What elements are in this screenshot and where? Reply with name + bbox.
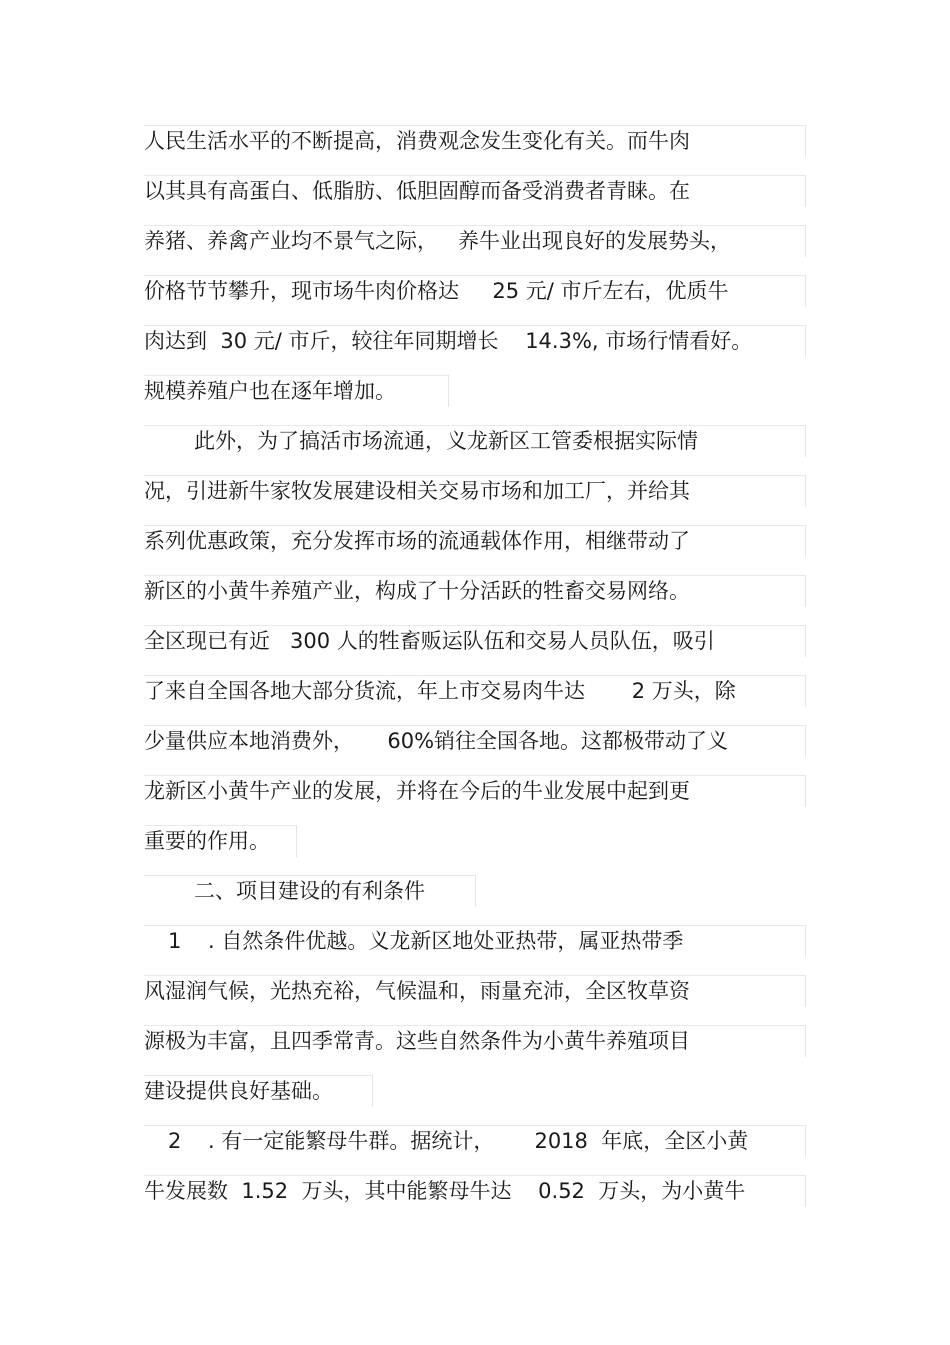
text-line: 新区的小黄牛养殖产业，构成了十分活跃的牲畜交易网络。 <box>144 575 806 607</box>
text-line: 规模养殖户也在逐年增加。 <box>144 375 449 407</box>
text-line: 系列优惠政策，充分发挥市场的流通载体作用，相继带动了 <box>144 525 806 557</box>
text-line: 全区现已有近 300 人的牲畜贩运队伍和交易人员队伍，吸引 <box>144 625 806 657</box>
numbered-item-2: 2 . 有一定能繁母牛群。据统计， 2018 年底，全区小黄 <box>144 1125 806 1157</box>
text-line: 价格节节攀升，现市场牛肉价格达 25 元/ 市斤左右，优质牛 <box>144 275 806 307</box>
text-line: 建设提供良好基础。 <box>144 1075 373 1107</box>
text-line: 少量供应本地消费外， 60%销往全国各地。这都极带动了义 <box>144 725 806 757</box>
section-heading: 二、项目建设的有利条件 <box>144 875 476 907</box>
text-line: 源极为丰富，且四季常青。这些自然条件为小黄牛养殖项目 <box>144 1025 806 1057</box>
text-line: 人民生活水平的不断提高，消费观念发生变化有关。而牛肉 <box>144 125 806 157</box>
text-line: 肉达到 30 元/ 市斤，较往年同期增长 14.3%, 市场行情看好。 <box>144 325 806 357</box>
text-line: 牛发展数 1.52 万头，其中能繁母牛达 0.52 万头，为小黄牛 <box>144 1175 806 1207</box>
text-line: 龙新区小黄牛产业的发展，并将在今后的牛业发展中起到更 <box>144 775 806 807</box>
text-line: 养猪、养禽产业均不景气之际， 养牛业出现良好的发展势头， <box>144 225 806 257</box>
text-line: 况，引进新牛家牧发展建设相关交易市场和加工厂，并给其 <box>144 475 806 507</box>
paragraph-first-line: 此外，为了搞活市场流通，义龙新区工管委根据实际情 <box>144 425 806 457</box>
text-line: 重要的作用。 <box>144 825 297 857</box>
text-line: 以其具有高蛋白、低脂肪、低胆固醇而备受消费者青睐。在 <box>144 175 806 207</box>
numbered-item-1: 1 . 自然条件优越。义龙新区地处亚热带，属亚热带季 <box>144 925 806 957</box>
text-line: 风湿润气候，光热充裕，气候温和，雨量充沛，全区牧草资 <box>144 975 806 1007</box>
text-line: 了来自全国各地大部分货流，年上市交易肉牛达 2 万头，除 <box>144 675 806 707</box>
